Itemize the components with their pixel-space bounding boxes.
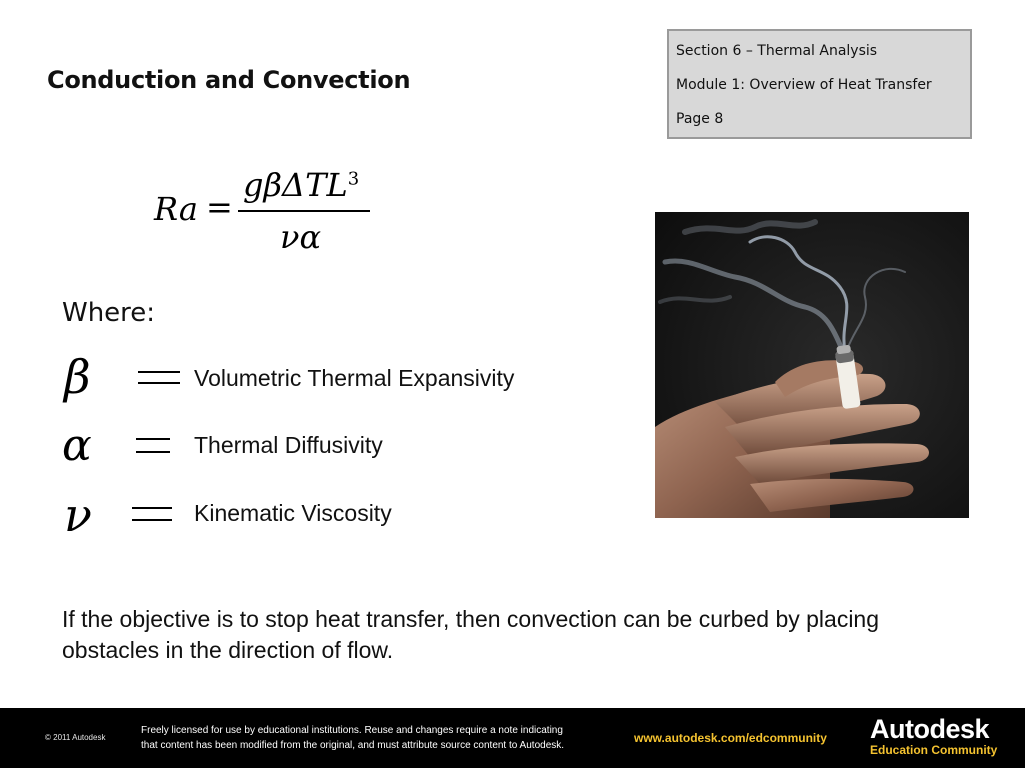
- definition-nu: Kinematic Viscosity: [194, 500, 392, 526]
- edcommunity-link[interactable]: www.autodesk.com/edcommunity: [634, 731, 827, 745]
- formula-numerator-text: gβΔTL: [243, 166, 348, 204]
- formula-exponent: 3: [347, 168, 360, 190]
- formula-numerator: [243, 166, 359, 204]
- page-number: Page 8: [676, 111, 724, 127]
- definition-beta: Volumetric Thermal Expansivity: [194, 365, 515, 391]
- equals-bar-bottom: [138, 382, 180, 384]
- where-label: Where:: [62, 298, 156, 328]
- equals-bar-bottom: [132, 519, 172, 521]
- equals-bar-top: [136, 438, 170, 440]
- cigarette-smoke-icon: [655, 212, 969, 518]
- copyright-text: © 2011 Autodesk: [45, 733, 106, 742]
- education-community-label: Education Community: [870, 743, 998, 757]
- fraction-bar: [238, 210, 370, 212]
- license-line-1: Freely licensed for use by educational institutions. Reuse and changes require a note indicating: [141, 725, 563, 736]
- alpha-symbol: α: [62, 420, 92, 471]
- nu-symbol: ν: [64, 488, 92, 542]
- license-text: [141, 723, 564, 753]
- smoking-cigarette-photo: [655, 212, 969, 518]
- license-line-2: that content has been modified from the original, and must attribute source content to Autodesk.: [141, 740, 565, 751]
- section-info-box: [667, 29, 972, 139]
- equals-bar-bottom: [136, 451, 170, 453]
- objective-paragraph: If the objective is to stop heat transfer, then convection can be curbed by placing obstacles in the direction of flow.: [62, 606, 880, 663]
- beta-symbol: β: [64, 350, 91, 404]
- footer-bar: [0, 708, 1025, 768]
- section-label: Section 6 – Thermal Analysis: [676, 43, 878, 59]
- page-title: Conduction and Convection: [47, 66, 411, 94]
- equals-bar-top: [138, 371, 180, 373]
- equals-bar-top: [132, 507, 172, 509]
- formula-lhs: Ra: [154, 190, 198, 228]
- rayleigh-formula: [150, 160, 390, 265]
- autodesk-logo: Autodesk: [870, 714, 990, 744]
- module-label: Module 1: Overview of Heat Transfer: [676, 77, 932, 93]
- definition-alpha: Thermal Diffusivity: [194, 432, 383, 458]
- formula-equals: =: [206, 188, 233, 226]
- formula-denominator: να: [280, 218, 322, 256]
